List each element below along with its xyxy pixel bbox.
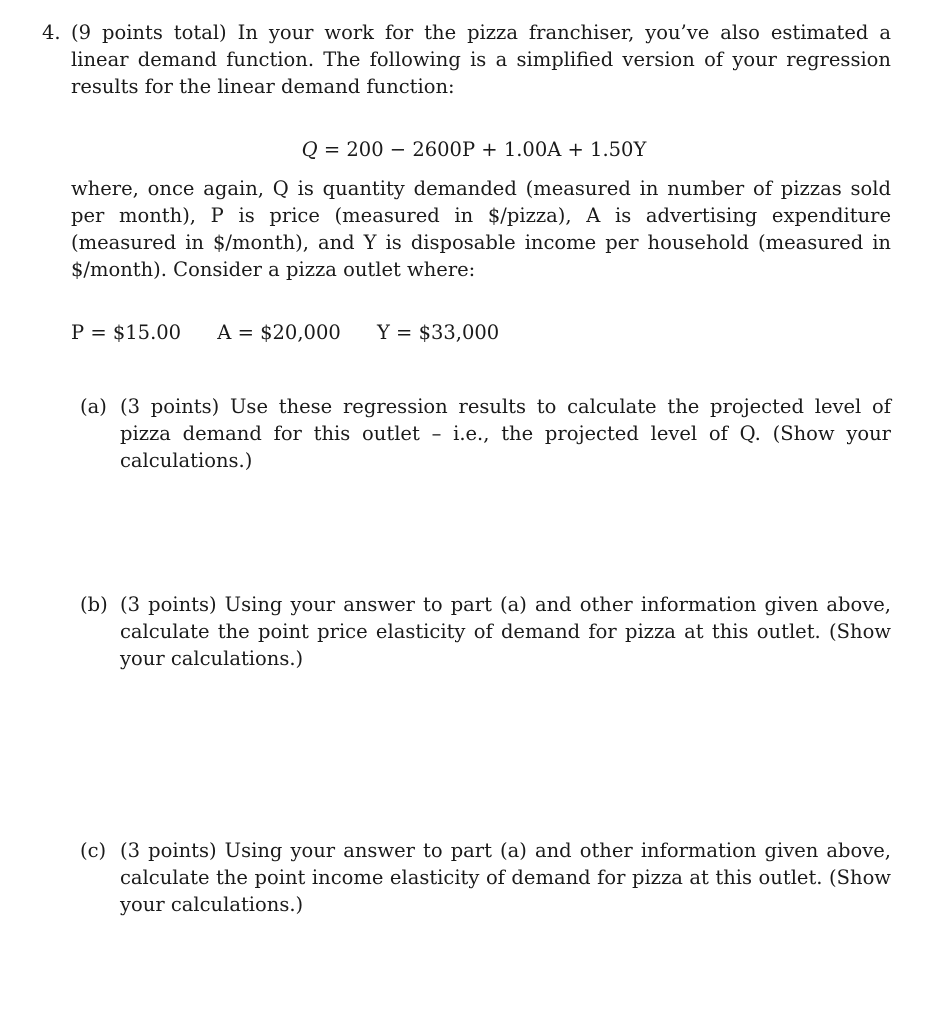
problem-number: 4. <box>42 21 61 44</box>
demand-equation <box>0 136 948 163</box>
part-b-label: (b) <box>80 593 108 616</box>
price-value: P = $15.00 <box>71 321 182 344</box>
equation-rhs: = 200 − 2600P + 1.00A + 1.50Y <box>317 138 647 161</box>
part-b-text: (3 points) Using your answer to part (a) and other information given above, calculate the point price elasticity of demand for pizza at this outlet. (Show your calculations.) <box>120 593 891 670</box>
outlet-values <box>71 319 499 346</box>
part-a-label: (a) <box>80 395 107 418</box>
variable-definitions: where, once again, Q is quantity demanded (measured in number of pizzas sold per month), P is price (measured in $/pizza), A is advertising expenditure (measured in $/month), and Y is disposable income per household (measured in $/month). Consider a pizza outlet where: <box>71 177 891 281</box>
part-a-text: (3 points) Use these regression results to calculate the projected level of pizza demand for this outlet – i.e., the projected level of Q. (Show your calculations.) <box>120 395 891 472</box>
part-c-text: (3 points) Using your answer to part (a) and other information given above, calculate the point income elasticity of demand for pizza at this outlet. (Show your calculations.) <box>120 839 891 916</box>
income-value: Y = $33,000 <box>376 321 500 344</box>
advertising-value: A = $20,000 <box>217 321 341 344</box>
equation-lhs: Q <box>301 138 318 161</box>
part-c-label: (c) <box>80 839 107 862</box>
problem-intro: (9 points total) In your work for the pizza franchiser, you’ve also estimated a linear demand function. The following is a simplified version of your regression results for the linear demand function: <box>71 21 891 98</box>
